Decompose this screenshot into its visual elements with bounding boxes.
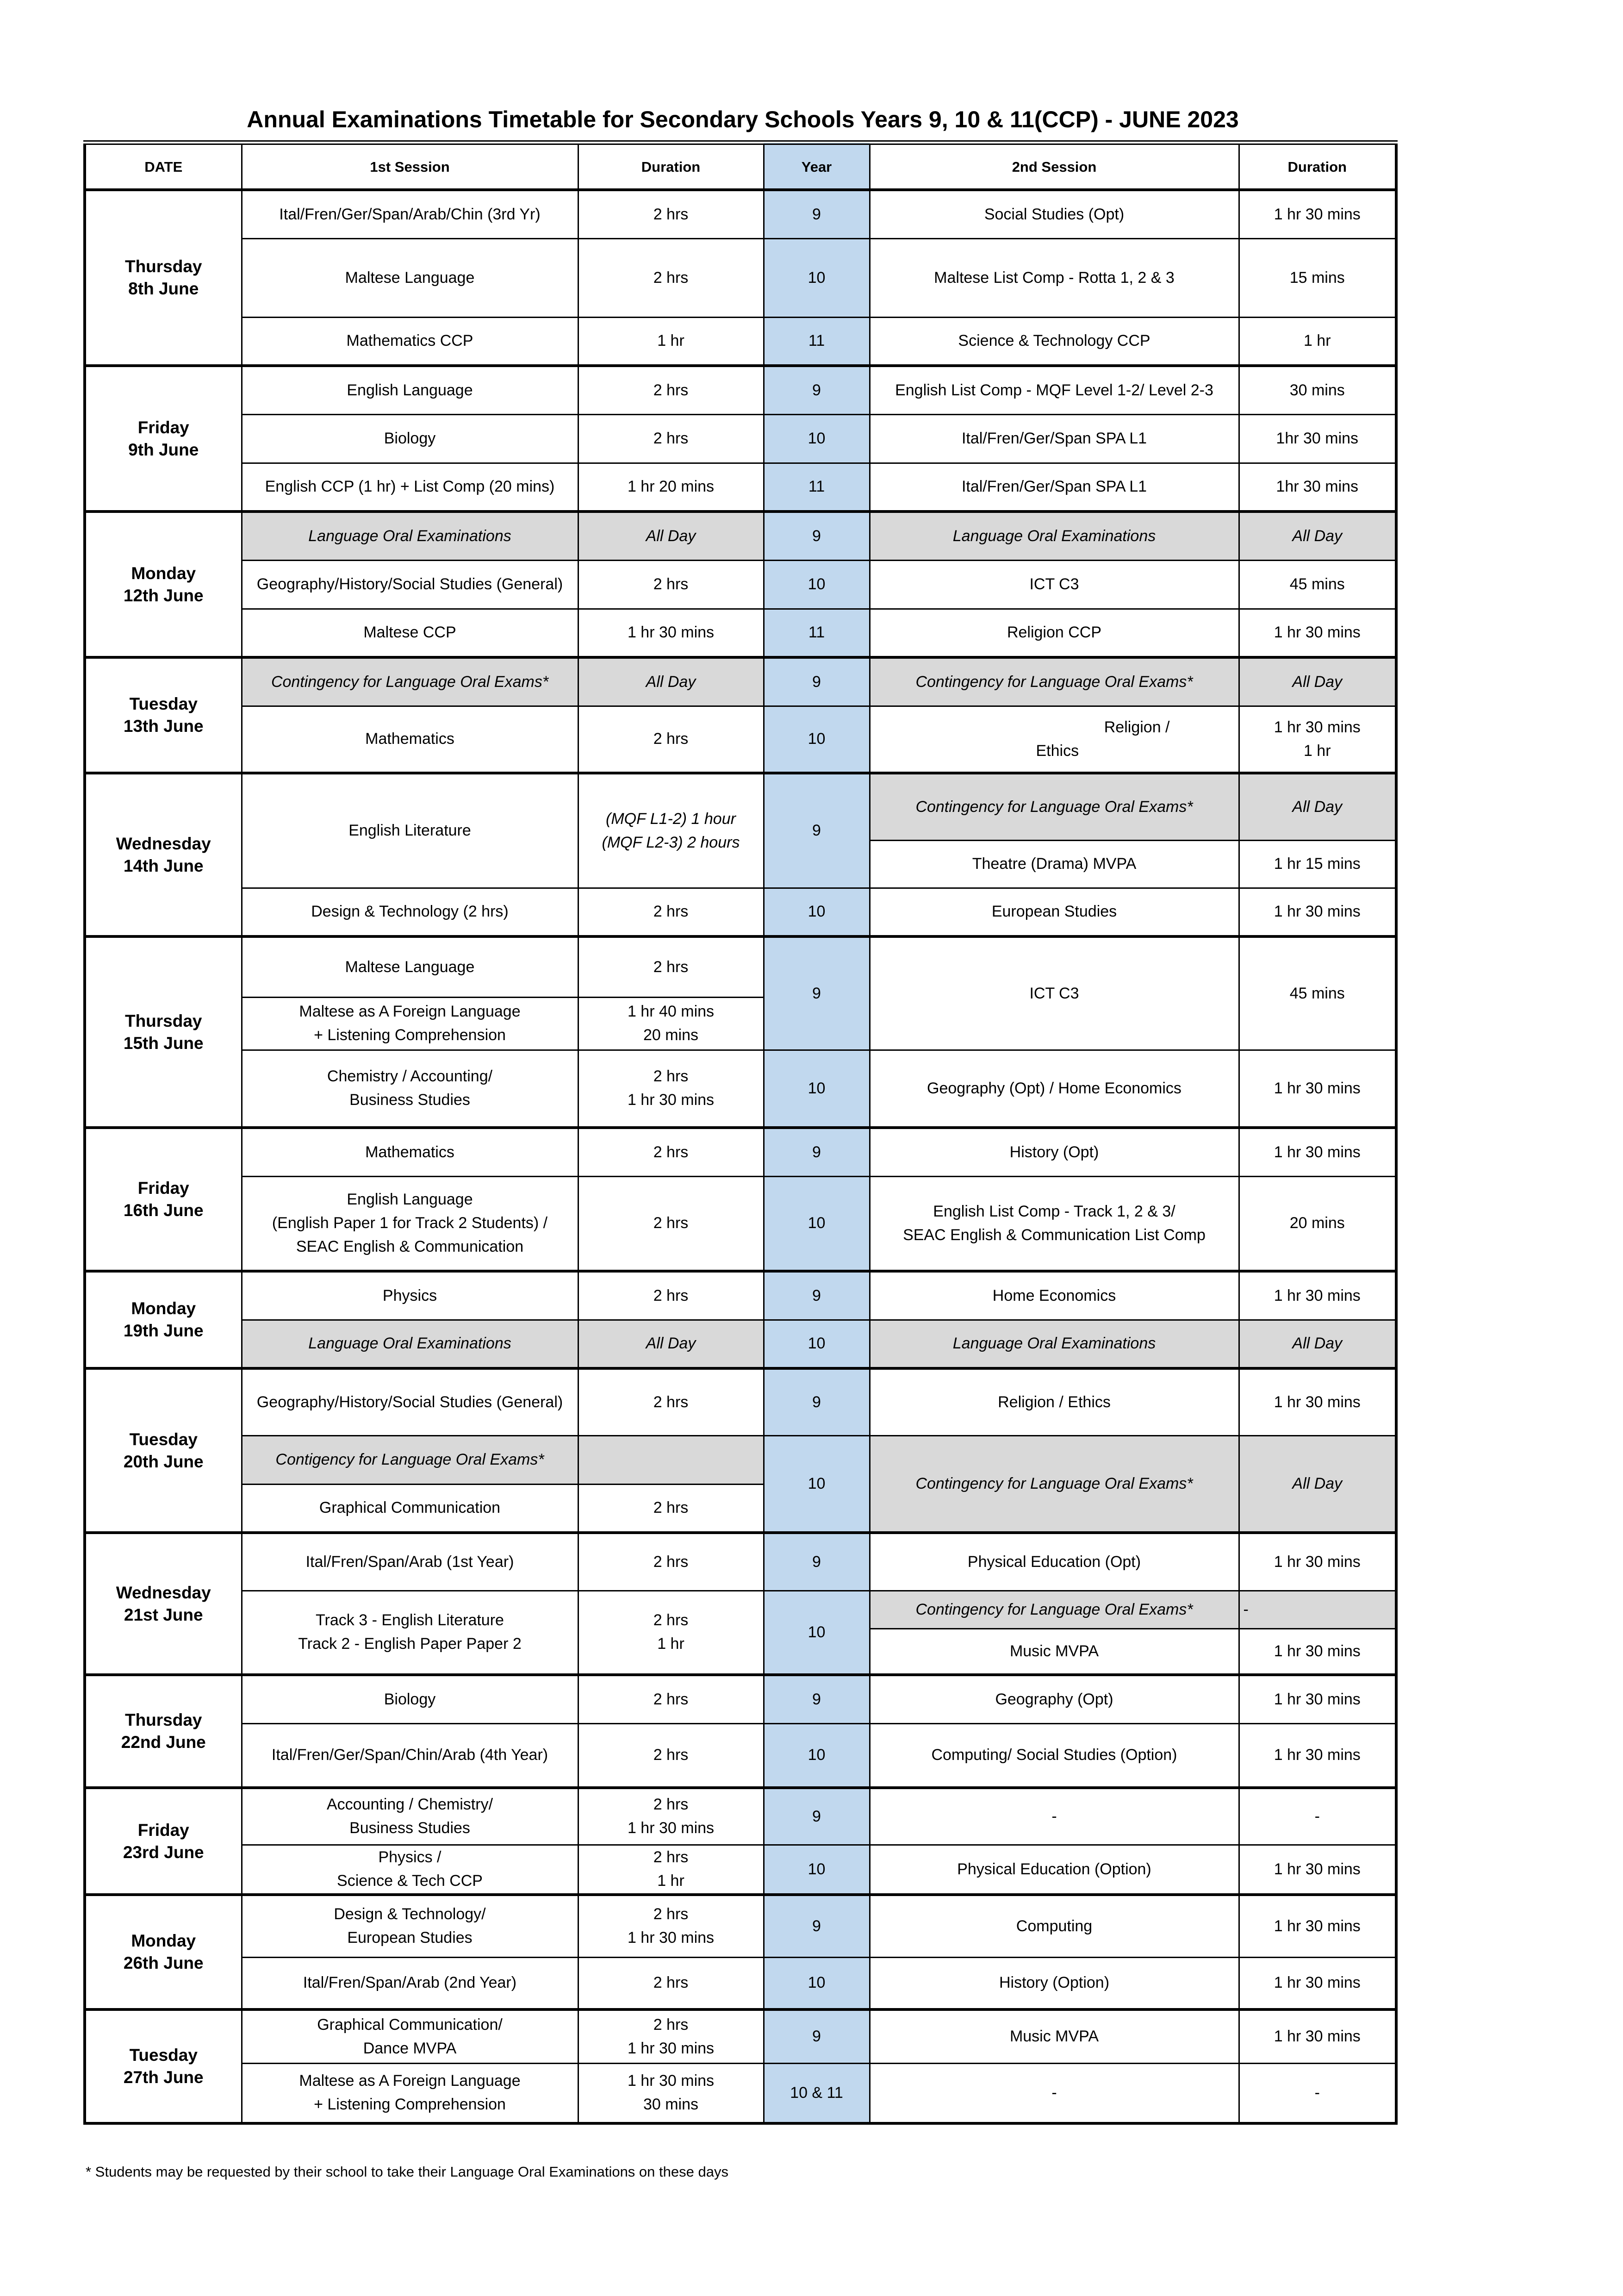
year-cell: 11	[764, 609, 870, 657]
duration1-cell	[578, 1050, 764, 1128]
duration1-cell: 2 hrs	[578, 1533, 764, 1591]
duration2-cell: 20 mins	[1239, 1176, 1396, 1271]
session2-cell: English List Comp - MQF Level 1-2/ Level 2-3	[870, 366, 1239, 414]
session1-line: Dance MVPA	[363, 2039, 457, 2057]
duration2-cell	[1239, 706, 1396, 773]
table-row	[85, 1050, 1396, 1128]
session1-cell	[242, 997, 578, 1050]
duration1-line: 20 mins	[643, 1026, 699, 1044]
session2-cell: Physical Education (Opt)	[870, 1533, 1239, 1591]
year-cell: 10 & 11	[764, 2063, 870, 2123]
duration2-cell: 1 hr 30 mins	[1239, 888, 1396, 936]
duration2-cell: 1 hr 30 mins	[1239, 1368, 1396, 1435]
duration1-line: 1 hr 30 mins	[627, 2039, 715, 2057]
session1-cell	[242, 1176, 578, 1271]
session1-line: English Language	[347, 1191, 473, 1209]
table-row	[85, 1675, 1396, 1723]
year-cell: 9	[764, 512, 870, 560]
date-cell: Friday 9th June	[85, 366, 242, 512]
duration1-cell: All Day	[578, 657, 764, 706]
duration1-cell	[578, 1895, 764, 1957]
session1-cell: Mathematics CCP	[242, 317, 578, 366]
session2-cell: Contingency for Language Oral Exams*	[870, 1591, 1239, 1628]
duration1-line: 2 hrs	[653, 1848, 689, 1866]
session1-line: European Studies	[347, 1929, 473, 1947]
duration2-cell: 1 hr 30 mins	[1239, 2009, 1396, 2063]
date-cell: Thursday 15th June	[85, 936, 242, 1128]
session1-line: Track 2 - English Paper Paper 2	[298, 1635, 522, 1653]
session2-cell: Maltese List Comp - Rotta 1, 2 & 3	[870, 238, 1239, 317]
duration2-cell: 45 mins	[1239, 560, 1396, 609]
year-cell: 9	[764, 366, 870, 414]
year-cell: 11	[764, 463, 870, 512]
session2-cell: ICT C3	[870, 560, 1239, 609]
session1-cell: Language Oral Examinations	[242, 1320, 578, 1368]
table-row	[85, 317, 1396, 366]
session2-cell: Home Economics	[870, 1271, 1239, 1320]
year-cell: 9	[764, 1675, 870, 1723]
session1-line: + Listening Comprehension	[314, 1026, 506, 1044]
table-row	[85, 1368, 1396, 1435]
session1-line: Physics /	[378, 1848, 442, 1866]
duration2-cell: 1 hr 30 mins	[1239, 1050, 1396, 1128]
year-cell: 10	[764, 1176, 870, 1271]
duration1-line: 1 hr 30 mins	[627, 1091, 715, 1109]
duration1-cell	[578, 2009, 764, 2063]
session2-cell: Language Oral Examinations	[870, 512, 1239, 560]
table-row	[85, 560, 1396, 609]
duration1-cell: 2 hrs	[578, 366, 764, 414]
duration1-cell	[578, 1845, 764, 1895]
table-row	[85, 512, 1396, 560]
session1-cell	[242, 1050, 578, 1128]
year-cell: 9	[764, 1533, 870, 1591]
session2-cell	[870, 706, 1239, 773]
duration2-cell: 1 hr 30 mins	[1239, 1128, 1396, 1176]
year-cell: 10	[764, 1050, 870, 1128]
duration1-line: 1 hr 30 mins	[627, 2072, 715, 2090]
session1-line: Accounting / Chemistry/	[326, 1796, 493, 1814]
table-row	[85, 657, 1396, 706]
session2-cell: Physical Education (Option)	[870, 1845, 1239, 1895]
duration1-line: 2 hrs	[653, 2015, 689, 2034]
table-row	[85, 1723, 1396, 1788]
duration1-cell: All Day	[578, 1320, 764, 1368]
duration2-cell: 1 hr	[1239, 317, 1396, 366]
duration1-cell: 1 hr 30 mins	[578, 609, 764, 657]
session1-line: Chemistry / Accounting/	[327, 1067, 493, 1086]
duration2-cell: 1 hr 30 mins	[1239, 609, 1396, 657]
session1-cell: Graphical Communication	[242, 1484, 578, 1533]
session1-cell: Contigency for Language Oral Exams*	[242, 1435, 578, 1484]
duration2-cell: -	[1239, 1788, 1396, 1845]
session1-cell	[242, 1591, 578, 1675]
table-row	[85, 2063, 1396, 2123]
duration1-line: 30 mins	[643, 2096, 699, 2114]
table-row	[85, 609, 1396, 657]
duration1-cell: 2 hrs	[578, 936, 764, 997]
date-cell: Tuesday 20th June	[85, 1368, 242, 1533]
session2-line: Religion /	[1104, 718, 1170, 736]
duration2-cell: 1 hr 30 mins	[1239, 1845, 1396, 1895]
table-row	[85, 190, 1396, 238]
year-cell: 9	[764, 1368, 870, 1435]
session1-cell: Geography/History/Social Studies (General)	[242, 1368, 578, 1435]
session2-cell: Contingency for Language Oral Exams*	[870, 773, 1239, 840]
session2-cell: Geography (Opt)	[870, 1675, 1239, 1723]
year-cell: 9	[764, 190, 870, 238]
table-row	[85, 1128, 1396, 1176]
session1-cell: English Language	[242, 366, 578, 414]
duration1-cell: 2 hrs	[578, 560, 764, 609]
session1-cell: Maltese Language	[242, 936, 578, 997]
session1-cell: Ital/Fren/Span/Arab (2nd Year)	[242, 1957, 578, 2009]
session1-cell	[242, 1845, 578, 1895]
duration2-cell: -	[1239, 1591, 1396, 1628]
duration1-cell: 2 hrs	[578, 1723, 764, 1788]
duration1-line: 2 hrs	[653, 1611, 689, 1629]
session1-line: Graphical Communication/	[317, 2015, 503, 2034]
header-row	[85, 143, 1396, 190]
date-cell: Tuesday 13th June	[85, 657, 242, 773]
year-cell: 9	[764, 1271, 870, 1320]
session2-cell: Religion / Ethics	[870, 1368, 1239, 1435]
duration1-line: 1 hr 30 mins	[627, 1819, 715, 1837]
year-cell: 10	[764, 414, 870, 463]
header-duration1: Duration	[578, 143, 764, 190]
table-row	[85, 1320, 1396, 1368]
year-cell: 10	[764, 1320, 870, 1368]
session1-cell: Language Oral Examinations	[242, 512, 578, 560]
header-year: Year	[764, 143, 870, 190]
session1-cell: Ital/Fren/Ger/Span/Chin/Arab (4th Year)	[242, 1723, 578, 1788]
session2-cell: Theatre (Drama) MVPA	[870, 840, 1239, 888]
duration2-cell: 1 hr 30 mins	[1239, 1271, 1396, 1320]
table-row	[85, 1895, 1396, 1957]
duration1-cell	[578, 1591, 764, 1675]
duration1-cell	[578, 1435, 764, 1484]
table-row	[85, 463, 1396, 512]
duration2-line: 1 hr 30 mins	[1274, 718, 1361, 736]
session1-line: Track 3 - English Literature	[316, 1611, 504, 1629]
year-cell: 10	[764, 1845, 870, 1895]
duration1-line: (MQF L1-2) 1 hour	[606, 810, 736, 828]
duration1-cell: 2 hrs	[578, 1271, 764, 1320]
session1-cell: Biology	[242, 1675, 578, 1723]
session2-line: Ethics	[1036, 742, 1079, 760]
date-cell: Friday 23rd June	[85, 1788, 242, 1895]
duration2-cell: 1 hr 30 mins	[1239, 1895, 1396, 1957]
session1-line: + Listening Comprehension	[314, 2096, 506, 2114]
duration2-cell: 15 mins	[1239, 238, 1396, 317]
table-row	[85, 2009, 1396, 2063]
duration2-cell: All Day	[1239, 657, 1396, 706]
duration2-cell: 1 hr 30 mins	[1239, 1533, 1396, 1591]
session1-line: (English Paper 1 for Track 2 Students) /	[272, 1214, 548, 1232]
duration2-line: 1 hr	[1303, 742, 1331, 760]
header-duration2: Duration	[1239, 143, 1396, 190]
table-row	[85, 1845, 1396, 1895]
duration1-cell	[578, 1788, 764, 1845]
table-row	[85, 414, 1396, 463]
table-row	[85, 773, 1396, 840]
session1-line: Design & Technology/	[334, 1905, 486, 1923]
date-cell: Monday 12th June	[85, 512, 242, 657]
duration2-cell: 1 hr 30 mins	[1239, 190, 1396, 238]
date-cell: Thursday 22nd June	[85, 1675, 242, 1788]
year-cell: 9	[764, 2009, 870, 2063]
session2-cell: History (Opt)	[870, 1128, 1239, 1176]
session1-line: Maltese as A Foreign Language	[299, 1003, 521, 1020]
header-date: DATE	[85, 143, 242, 190]
duration2-cell: All Day	[1239, 773, 1396, 840]
table-row	[85, 1176, 1396, 1271]
duration1-cell: 2 hrs	[578, 1675, 764, 1723]
session2-cell: Music MVPA	[870, 2009, 1239, 2063]
session1-cell: English CCP (1 hr) + List Comp (20 mins)	[242, 463, 578, 512]
session2-cell	[870, 1176, 1239, 1271]
duration2-cell: 1 hr 30 mins	[1239, 1723, 1396, 1788]
year-cell: 9	[764, 773, 870, 888]
year-cell: 10	[764, 1435, 870, 1533]
duration2-cell: 45 mins	[1239, 936, 1396, 1050]
duration1-cell: 2 hrs	[578, 238, 764, 317]
table-row	[85, 936, 1396, 997]
session2-cell: Ital/Fren/Ger/Span SPA L1	[870, 414, 1239, 463]
session2-cell: Contingency for Language Oral Exams*	[870, 1435, 1239, 1533]
session1-line: Science & Tech CCP	[337, 1872, 483, 1890]
duration1-cell: 2 hrs	[578, 706, 764, 773]
duration2-cell: 1 hr 30 mins	[1239, 1675, 1396, 1723]
session2-cell: Geography (Opt) / Home Economics	[870, 1050, 1239, 1128]
session1-cell: Contingency for Language Oral Exams*	[242, 657, 578, 706]
session1-line: Business Studies	[349, 1819, 470, 1837]
year-cell: 10	[764, 560, 870, 609]
duration1-line: 2 hrs	[653, 1796, 689, 1814]
table-row	[85, 1591, 1396, 1628]
session1-cell: Maltese Language	[242, 238, 578, 317]
date-cell: Wednesday 21st June	[85, 1533, 242, 1675]
session1-cell: Mathematics	[242, 1128, 578, 1176]
duration1-cell: 2 hrs	[578, 888, 764, 936]
table-row	[85, 706, 1396, 773]
session1-cell	[242, 1895, 578, 1957]
session1-cell: Design & Technology (2 hrs)	[242, 888, 578, 936]
table-row	[85, 1957, 1396, 2009]
duration2-cell: All Day	[1239, 1435, 1396, 1533]
duration1-line: 2 hrs	[653, 1067, 689, 1086]
duration2-cell: 1hr 30 mins	[1239, 463, 1396, 512]
year-cell: 9	[764, 1128, 870, 1176]
duration2-cell: 1 hr 15 mins	[1239, 840, 1396, 888]
session2-cell: -	[870, 2063, 1239, 2123]
session1-cell: Ital/Fren/Span/Arab (1st Year)	[242, 1533, 578, 1591]
duration1-cell: All Day	[578, 512, 764, 560]
session1-cell: Geography/History/Social Studies (General)	[242, 560, 578, 609]
session1-cell: Ital/Fren/Ger/Span/Arab/Chin (3rd Yr)	[242, 190, 578, 238]
session2-cell: Language Oral Examinations	[870, 1320, 1239, 1368]
session2-line: SEAC English & Communication List Comp	[903, 1226, 1206, 1244]
session1-line: Maltese as A Foreign Language	[299, 2072, 521, 2090]
session2-cell: Religion CCP	[870, 609, 1239, 657]
session2-cell: Science & Technology CCP	[870, 317, 1239, 366]
duration1-line: 1 hr	[657, 1635, 684, 1653]
session2-cell: -	[870, 1788, 1239, 1845]
table-row	[85, 1435, 1396, 1484]
date-cell: Monday 19th June	[85, 1271, 242, 1368]
year-cell: 9	[764, 936, 870, 1050]
session2-cell: Computing/ Social Studies (Option)	[870, 1723, 1239, 1788]
year-cell: 10	[764, 1723, 870, 1788]
year-cell: 9	[764, 1895, 870, 1957]
duration2-cell: 30 mins	[1239, 366, 1396, 414]
session2-cell: European Studies	[870, 888, 1239, 936]
duration2-cell: 1 hr 30 mins	[1239, 1957, 1396, 2009]
duration1-cell: 1 hr	[578, 317, 764, 366]
duration1-cell	[578, 997, 764, 1050]
session2-cell: Social Studies (Opt)	[870, 190, 1239, 238]
table-row	[85, 1271, 1396, 1320]
date-cell: Wednesday 14th June	[85, 773, 242, 936]
table-row	[85, 238, 1396, 317]
duration1-line: 1 hr 30 mins	[627, 1929, 715, 1947]
session1-cell: Biology	[242, 414, 578, 463]
year-cell: 11	[764, 317, 870, 366]
session1-line: Business Studies	[349, 1091, 470, 1109]
duration2-cell: 1 hr 30 mins	[1239, 1628, 1396, 1675]
duration1-cell: 2 hrs	[578, 1484, 764, 1533]
year-cell: 10	[764, 706, 870, 773]
session1-cell: Maltese CCP	[242, 609, 578, 657]
year-cell: 10	[764, 238, 870, 317]
date-cell: Tuesday 27th June	[85, 2009, 242, 2123]
duration1-cell: 2 hrs	[578, 1128, 764, 1176]
header-session1: 1st Session	[242, 143, 578, 190]
duration1-cell	[578, 2063, 764, 2123]
session1-cell	[242, 1788, 578, 1845]
duration1-line: 1 hr	[657, 1872, 684, 1890]
timetable	[83, 140, 1398, 2125]
footnote: * Students may be requested by their school to take their Language Oral Examinations on these days	[86, 2164, 728, 2180]
session2-cell: ICT C3	[870, 936, 1239, 1050]
date-cell: Thursday 8th June	[85, 190, 242, 366]
header-session2: 2nd Session	[870, 143, 1239, 190]
session1-cell	[242, 2063, 578, 2123]
session1-cell: Physics	[242, 1271, 578, 1320]
page-title: Annual Examinations Timetable for Secondary Schools Years 9, 10 & 11(CCP) - JUNE 2023	[247, 106, 1239, 132]
session2-cell: Computing	[870, 1895, 1239, 1957]
session1-line: SEAC English & Communication	[296, 1238, 524, 1256]
year-cell: 9	[764, 1788, 870, 1845]
duration2-cell: -	[1239, 2063, 1396, 2123]
table-row	[85, 1533, 1396, 1591]
session1-cell: English Literature	[242, 773, 578, 888]
session2-cell: Contingency for Language Oral Exams*	[870, 657, 1239, 706]
duration1-cell	[578, 773, 764, 888]
year-cell: 10	[764, 888, 870, 936]
table-row	[85, 366, 1396, 414]
duration1-line: (MQF L2-3) 2 hours	[602, 833, 740, 851]
duration1-cell: 2 hrs	[578, 1368, 764, 1435]
table-row	[85, 1788, 1396, 1845]
duration1-line: 1 hr 40 mins	[627, 1003, 715, 1020]
session2-cell: History (Option)	[870, 1957, 1239, 2009]
duration1-cell: 2 hrs	[578, 414, 764, 463]
session2-cell: Music MVPA	[870, 1628, 1239, 1675]
session2-line: English List Comp - Track 1, 2 & 3/	[933, 1202, 1175, 1220]
session1-cell	[242, 2009, 578, 2063]
year-cell: 9	[764, 657, 870, 706]
session2-cell: Ital/Fren/Ger/Span SPA L1	[870, 463, 1239, 512]
year-cell: 10	[764, 1591, 870, 1675]
duration1-line: 2 hrs	[653, 1905, 689, 1923]
duration2-cell: All Day	[1239, 512, 1396, 560]
duration2-cell: 1hr 30 mins	[1239, 414, 1396, 463]
duration1-cell: 2 hrs	[578, 1957, 764, 2009]
table-row	[85, 888, 1396, 936]
duration2-cell: All Day	[1239, 1320, 1396, 1368]
date-cell: Monday 26th June	[85, 1895, 242, 2009]
year-cell: 10	[764, 1957, 870, 2009]
duration1-cell: 2 hrs	[578, 190, 764, 238]
session1-cell: Mathematics	[242, 706, 578, 773]
duration1-cell: 2 hrs	[578, 1176, 764, 1271]
duration1-cell: 1 hr 20 mins	[578, 463, 764, 512]
date-cell: Friday 16th June	[85, 1128, 242, 1271]
